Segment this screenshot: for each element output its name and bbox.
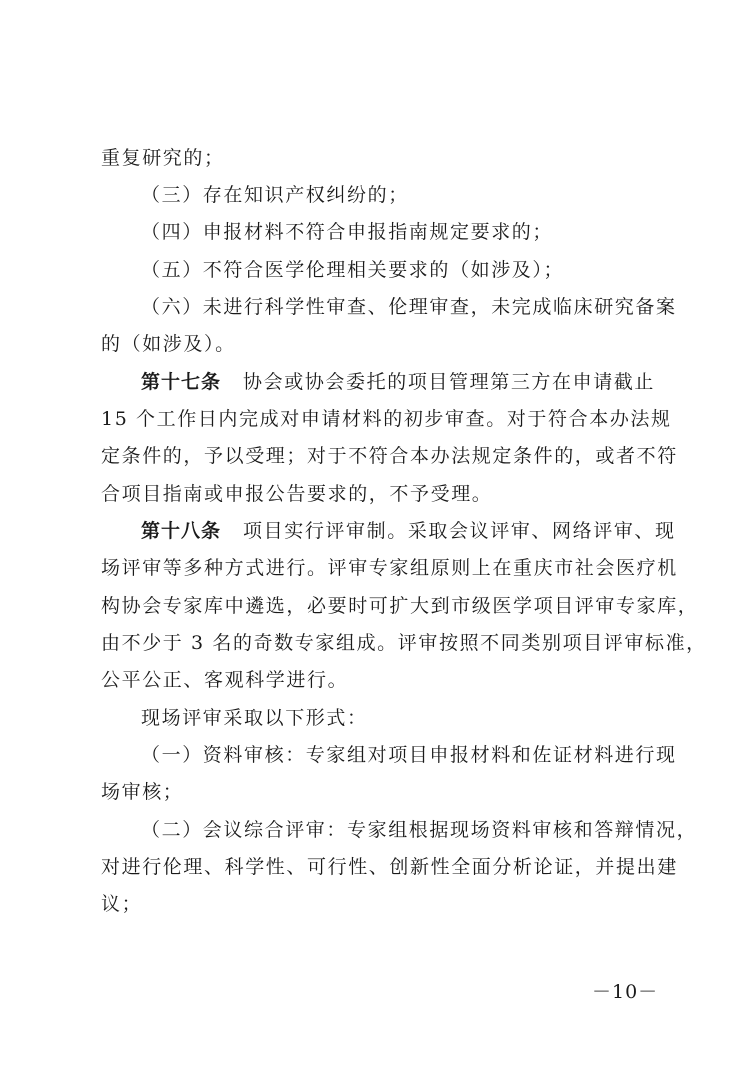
text-line: 对进行伦理、科学性、可行性、创新性全面分析论证，并提出建 [101, 856, 678, 878]
article-17-first-line [141, 370, 661, 394]
text-line: 定条件的，予以受理；对于不符合本办法规定条件的，或者不符 [101, 445, 678, 467]
text-line: 公平公正、客观科学进行。 [101, 669, 349, 691]
text-line: 议； [101, 893, 143, 915]
text-line: 15 个工作日内完成对申请材料的初步审查。对于符合本办法规 [101, 408, 672, 430]
text-line: （二）会议综合评审：专家组根据现场资料审核和答辩情况， [141, 819, 698, 841]
text-line: （六）未进行科学性审查、伦理审查，未完成临床研究备案 [141, 296, 677, 318]
text-line: 由不少于 3 名的奇数专家组成。评审按照不同类别项目评审标准， [101, 632, 707, 654]
text-line: （三）存在知识产权纠纷的； [141, 184, 409, 206]
text-line: （一）资料审核：专家组对项目申报材料和佐证材料进行现 [141, 744, 677, 766]
text-line: 场审核； [101, 781, 184, 803]
text-line: 合项目指南或申报公告要求的，不予受理。 [101, 483, 493, 505]
text-line: （五）不符合医学伦理相关要求的（如涉及）； [141, 259, 565, 281]
article-18-first-line [141, 519, 676, 543]
article-18-text: 项目实行评审制。采取会议评审、网络评审、现 [243, 520, 676, 542]
text-line: 场评审等多种方式进行。评审专家组原则上在重庆市社会医疗机 [101, 557, 678, 579]
text-line: 的（如涉及）。 [101, 333, 236, 355]
text-line: （四）申报材料不符合申报指南规定要求的； [141, 221, 554, 243]
article-18-heading: 第十八条 [141, 520, 222, 542]
article-17-text: 协会或协会委托的项目管理第三方在申请截止 [243, 371, 656, 393]
text-line: 重复研究的； [101, 147, 225, 169]
text-line: 构协会专家库中遴选，必要时可扩大到市级医学项目评审专家库， [101, 595, 699, 617]
onsite-intro: 现场评审采取以下形式： [141, 707, 368, 729]
article-17-heading: 第十七条 [141, 371, 222, 393]
page-number: －10－ [592, 981, 659, 1003]
